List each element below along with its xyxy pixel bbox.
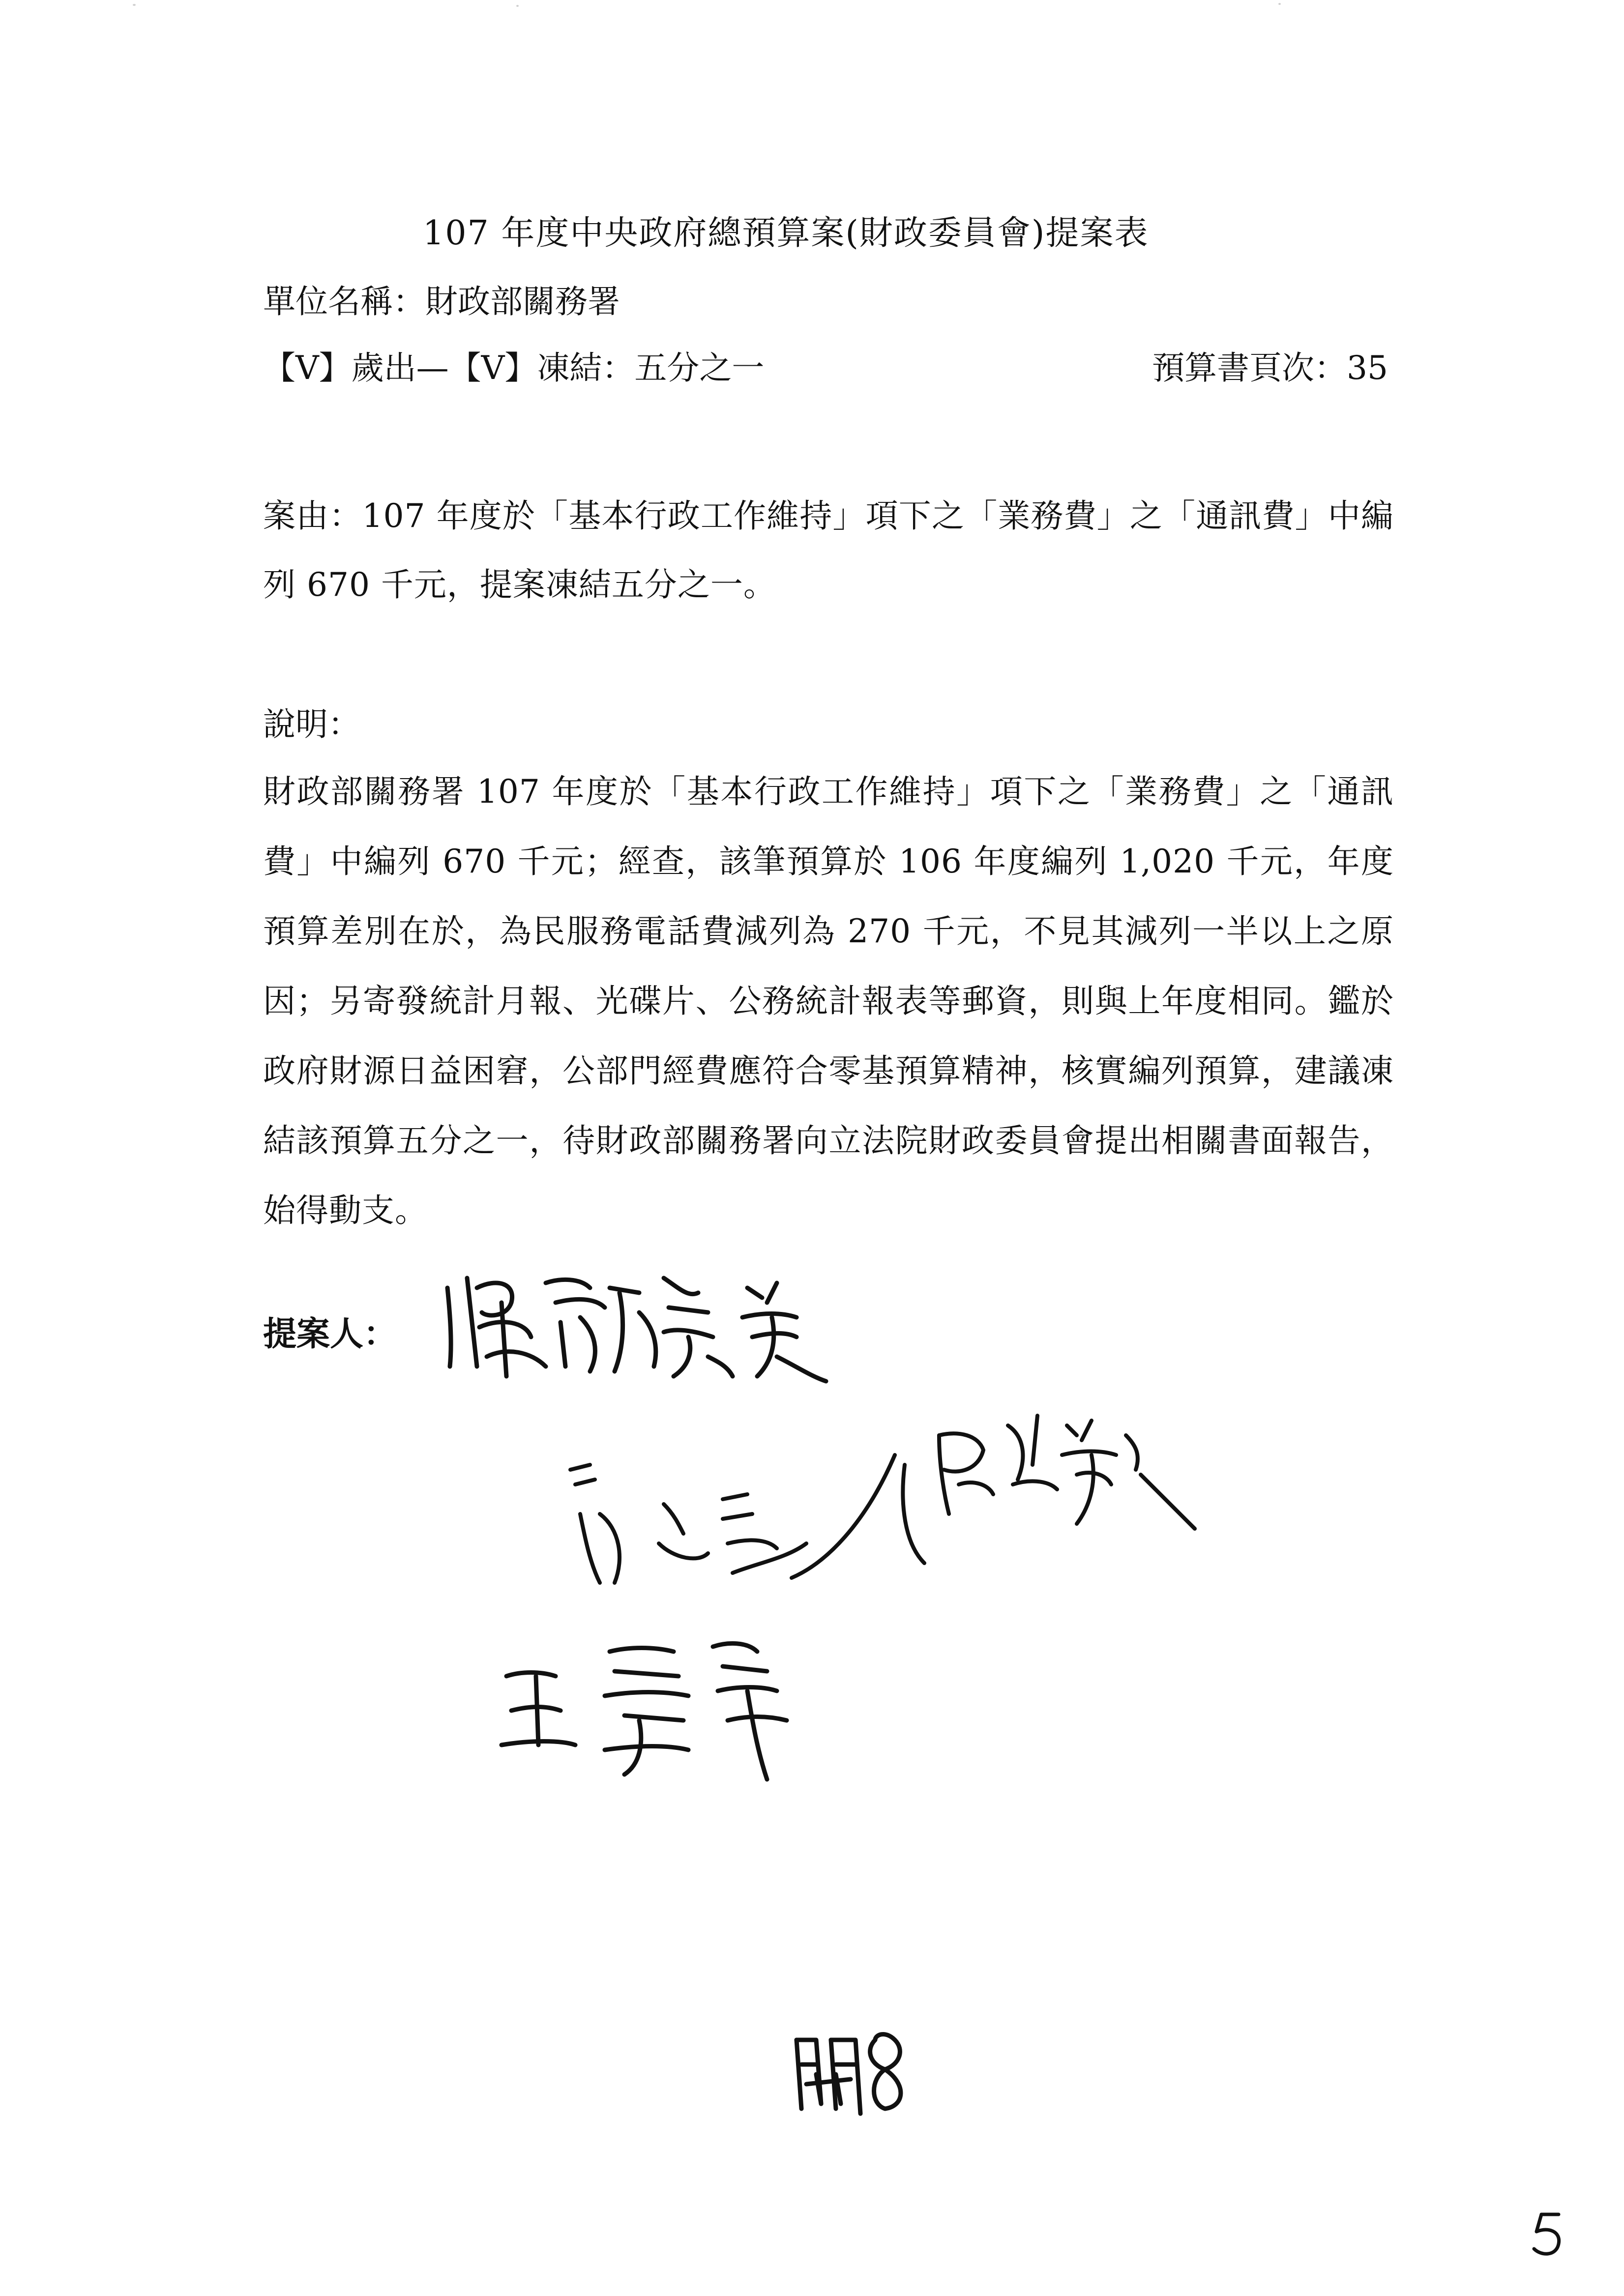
budget-flags-line: 【V】歲出—【V】凍結：五分之一	[263, 349, 765, 387]
explanation-label: 說明：	[263, 705, 360, 743]
scan-artifact	[516, 5, 519, 7]
document-title: 107 年度中央政府總預算案(財政委員會)提案表	[423, 214, 1149, 253]
case-reason: 案由：107 年度於「基本行政工作維持」項下之「業務費」之「通訊費」中編列 670 千元，提案凍結五分之一。	[263, 497, 1394, 604]
unit-name-line: 單位名稱：財政部關務署	[263, 283, 620, 320]
explanation-body: 財政部關務署 107 年度於「基本行政工作維持」項下之「業務費」之「通訊費」中編列 670 千元；經查，該筆預算於 106 年度編列 1,020 千元，年度預算差別在於，為民服務電話費減列為 270 千元，不見其減列一半以上之原因；另寄發統計月報、光碟片、公務統計報表等郵資，則與上年度相同。鑑於政府財源日益困窘，公部門經費應符合零基預算精神，核實編列預算，建議凍結該預算五分之一，待財政部關務署向立法院財政委員會提出相關書面報告，始得動支。	[263, 773, 1394, 1229]
scan-artifact	[133, 4, 136, 6]
signature-3	[929, 1406, 1205, 1534]
budget-page-reference: 預算書頁次：35	[1152, 349, 1388, 387]
signature-4	[492, 1622, 836, 1784]
page-number	[1529, 2209, 1568, 2261]
signature-2	[561, 1416, 944, 1612]
signature-1	[433, 1258, 836, 1386]
office-stamp	[787, 2020, 934, 2121]
scan-artifact	[1278, 3, 1281, 5]
proposer-label: 提案人：	[263, 1315, 397, 1354]
